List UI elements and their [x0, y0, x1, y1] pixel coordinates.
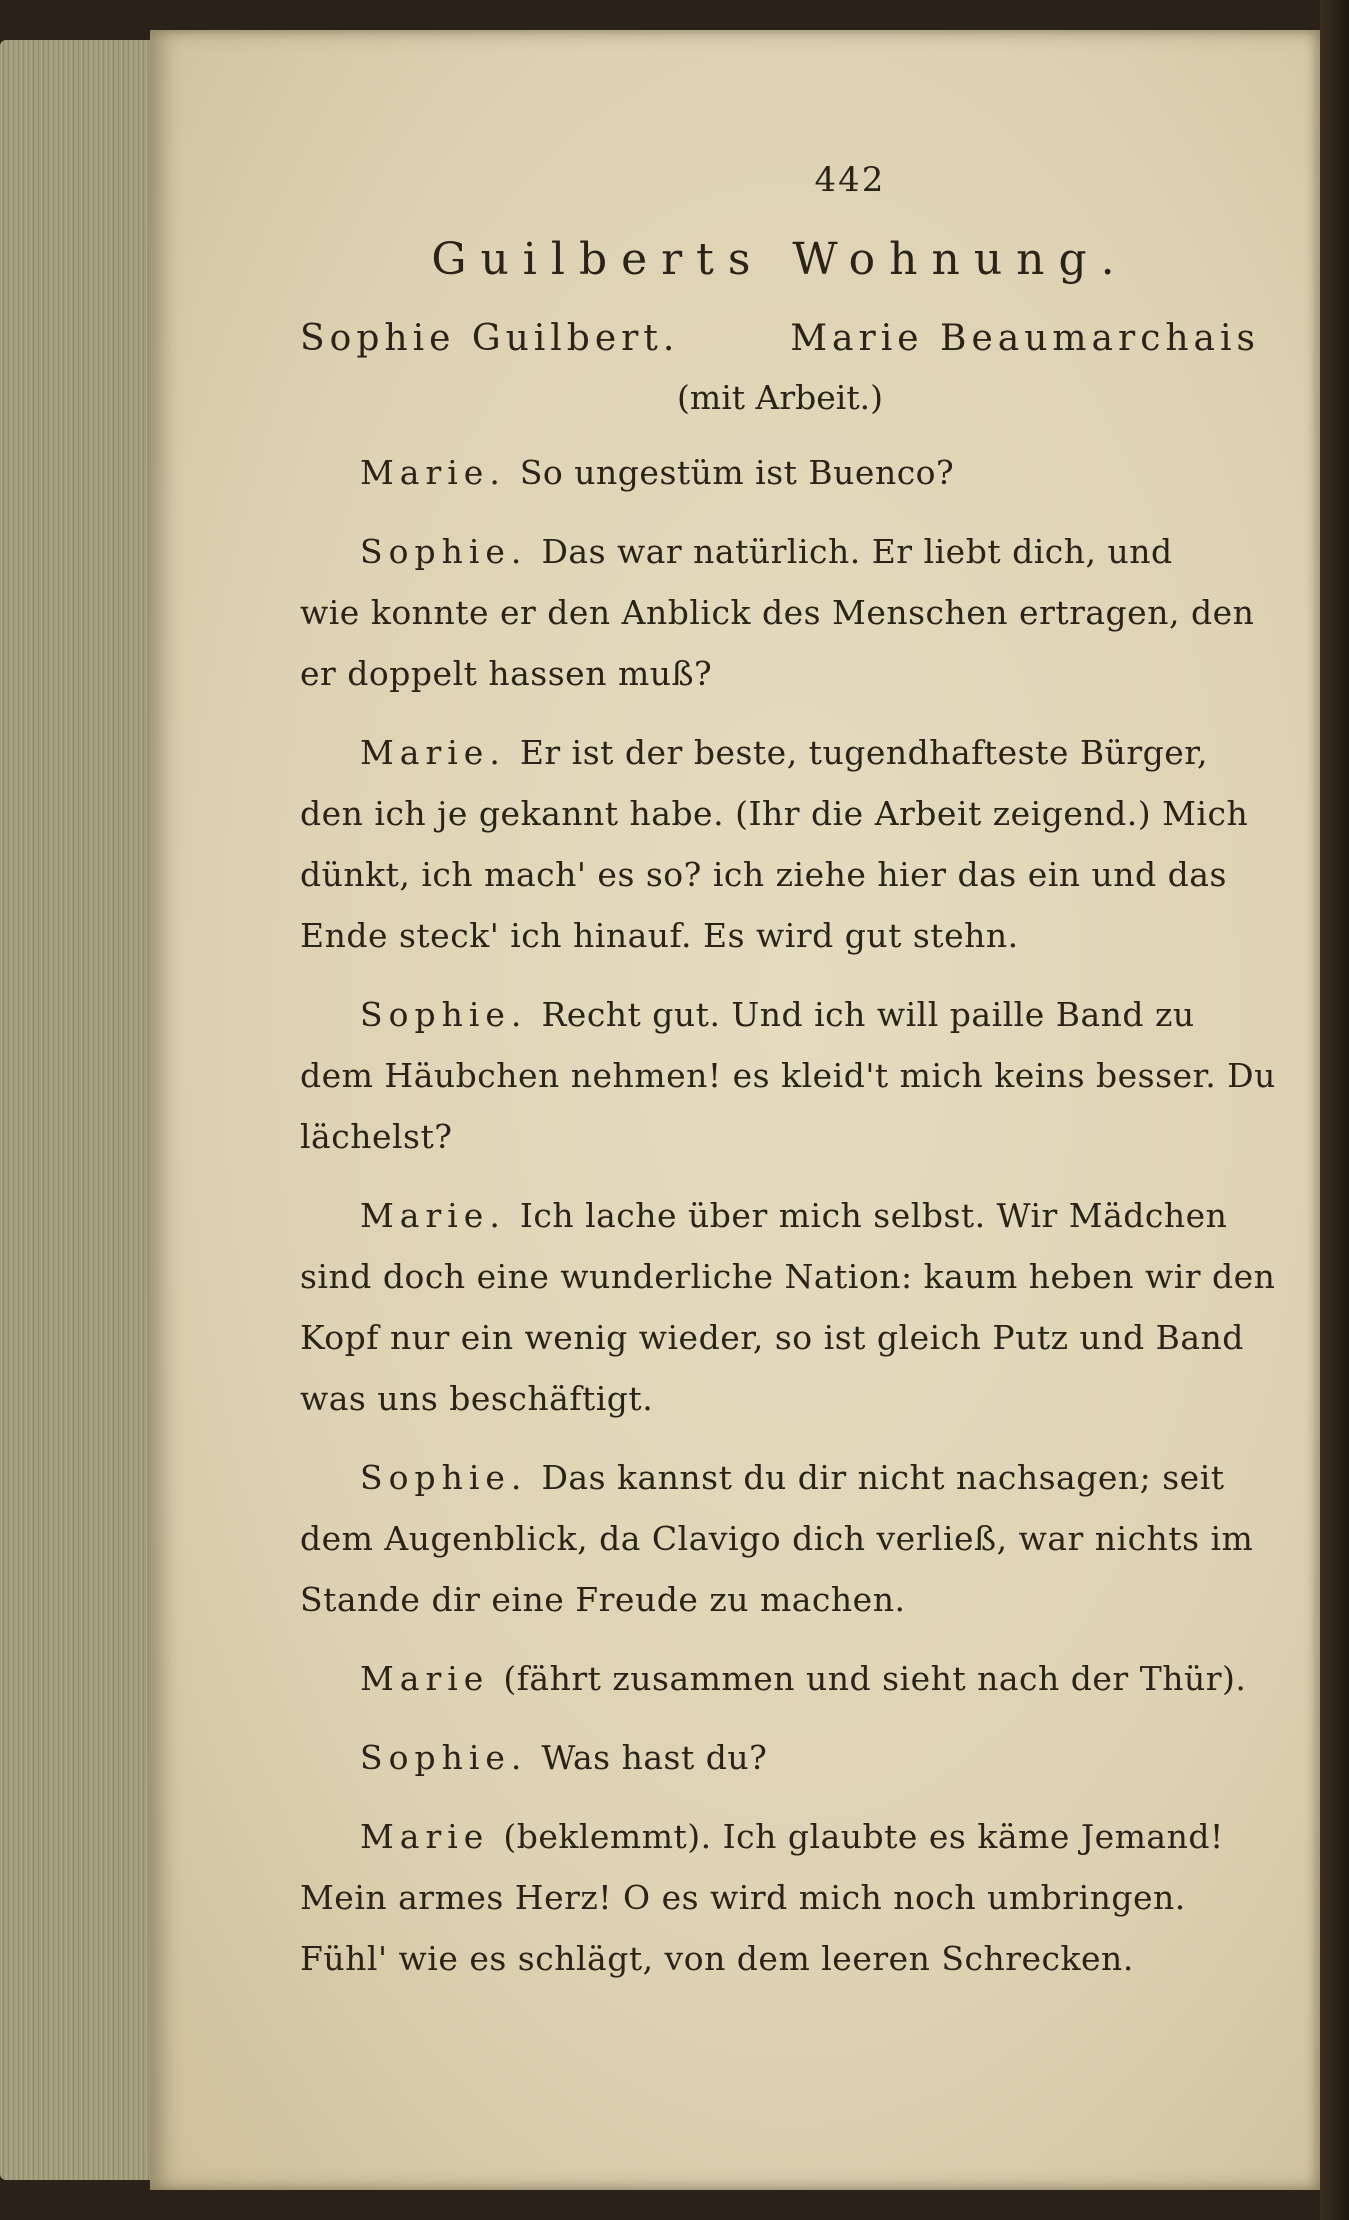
dialogue-paragraph: [300, 1727, 1260, 1788]
cast-right: Marie Beaumarchais: [790, 318, 1260, 359]
text-line: [300, 905, 1260, 966]
speaker-name: Sophie.: [360, 1458, 528, 1497]
dialogue: [300, 442, 1276, 1989]
line-text: Ende steck' ich hinauf. Es wird gut stehn.: [300, 916, 1019, 955]
speaker-name: Sophie.: [360, 995, 528, 1034]
stage-direction: (mit Arbeit.): [677, 378, 883, 417]
line-text: Recht gut. Und ich will paille Band zu: [541, 995, 1195, 1034]
cast-list: [300, 310, 1260, 368]
text-line: [300, 1368, 1260, 1429]
line-text: den ich je gekannt habe. (Ihr die Arbeit zeigend.) Mich: [300, 794, 1249, 833]
text-line: [300, 1727, 1260, 1788]
line-text: (fährt zusammen und sieht nach der Thür).: [503, 1659, 1247, 1698]
text-line: [300, 1185, 1260, 1246]
text-line: [300, 783, 1260, 844]
speaker-name: Sophie.: [360, 532, 528, 571]
speaker-name: Marie.: [360, 1196, 506, 1235]
dialogue-paragraph: [300, 1806, 1260, 1989]
text-line: [300, 1106, 1260, 1167]
speaker-name: Marie.: [360, 453, 506, 492]
page-number: 442: [814, 160, 886, 200]
text-line: [300, 582, 1260, 643]
line-text: Er ist der beste, tugendhafteste Bürger,: [519, 733, 1208, 772]
text-line: [300, 442, 1260, 503]
line-text: Mein armes Herz! O es wird mich noch umbringen.: [300, 1878, 1186, 1917]
speaker-name: Marie: [360, 1659, 490, 1698]
line-text: dem Augenblick, da Clavigo dich verließ, war nichts im: [300, 1519, 1254, 1558]
dialogue-paragraph: [300, 442, 1260, 503]
line-text: Kopf nur ein wenig wieder, so ist gleich Putz und Band: [300, 1318, 1244, 1357]
line-text: Was hast du?: [541, 1738, 768, 1777]
text-line: [300, 844, 1260, 905]
dialogue-paragraph: [300, 521, 1260, 704]
dialogue-paragraph: [300, 1185, 1276, 1429]
text-line: [300, 1246, 1276, 1307]
text-line: [300, 643, 1260, 704]
line-text: Das kannst du dir nicht nachsagen; seit: [541, 1458, 1225, 1497]
line-text: Fühl' wie es schlägt, von dem leeren Schrecken.: [300, 1939, 1134, 1978]
text-line: [300, 1867, 1260, 1928]
dialogue-paragraph: [300, 722, 1260, 966]
dialogue-paragraph: [300, 984, 1276, 1167]
text-line: [300, 1508, 1260, 1569]
line-text: So ungestüm ist Buenco?: [519, 453, 955, 492]
cast-left: Sophie Guilbert.: [300, 318, 680, 359]
text-line: [300, 1648, 1260, 1709]
text-line: [300, 1806, 1260, 1867]
text-line: [300, 984, 1260, 1045]
text-line: [300, 521, 1260, 582]
book-right-edge: [1320, 0, 1349, 2220]
speaker-name: Sophie.: [360, 1738, 528, 1777]
speaker-name: Marie: [360, 1817, 490, 1856]
dialogue-paragraph: [300, 1447, 1260, 1630]
line-text: Das war natürlich. Er liebt dich, und: [541, 532, 1173, 571]
text-line: [300, 1928, 1260, 1989]
line-text: Ich lache über mich selbst. Wir Mädchen: [519, 1196, 1228, 1235]
scene-title: Guilberts Wohnung.: [431, 234, 1129, 285]
page-block-edge: [0, 40, 160, 2180]
text-line: [300, 1569, 1260, 1630]
text-line: [300, 722, 1260, 783]
line-text: was uns beschäftigt.: [300, 1379, 654, 1418]
line-text: dem Häubchen nehmen! es kleid't mich keins besser. Du: [300, 1056, 1276, 1095]
line-text: (beklemmt). Ich glaubte es käme Jemand!: [503, 1817, 1224, 1856]
line-text: lächelst?: [300, 1117, 453, 1156]
line-text: wie konnte er den Anblick des Menschen ertragen, den: [300, 593, 1255, 632]
line-text: er doppelt hassen muß?: [300, 654, 713, 693]
text-line: [300, 1045, 1276, 1106]
dialogue-paragraph: [300, 1648, 1260, 1709]
line-text: sind doch eine wunderliche Nation: kaum heben wir den: [300, 1257, 1276, 1296]
page-text: [300, 150, 1276, 1989]
speaker-name: Marie.: [360, 733, 506, 772]
text-line: [300, 1307, 1260, 1368]
line-text: Stande dir eine Freude zu machen.: [300, 1580, 906, 1619]
text-line: [300, 1447, 1260, 1508]
line-text: dünkt, ich mach' es so? ich ziehe hier das ein und das: [300, 855, 1227, 894]
